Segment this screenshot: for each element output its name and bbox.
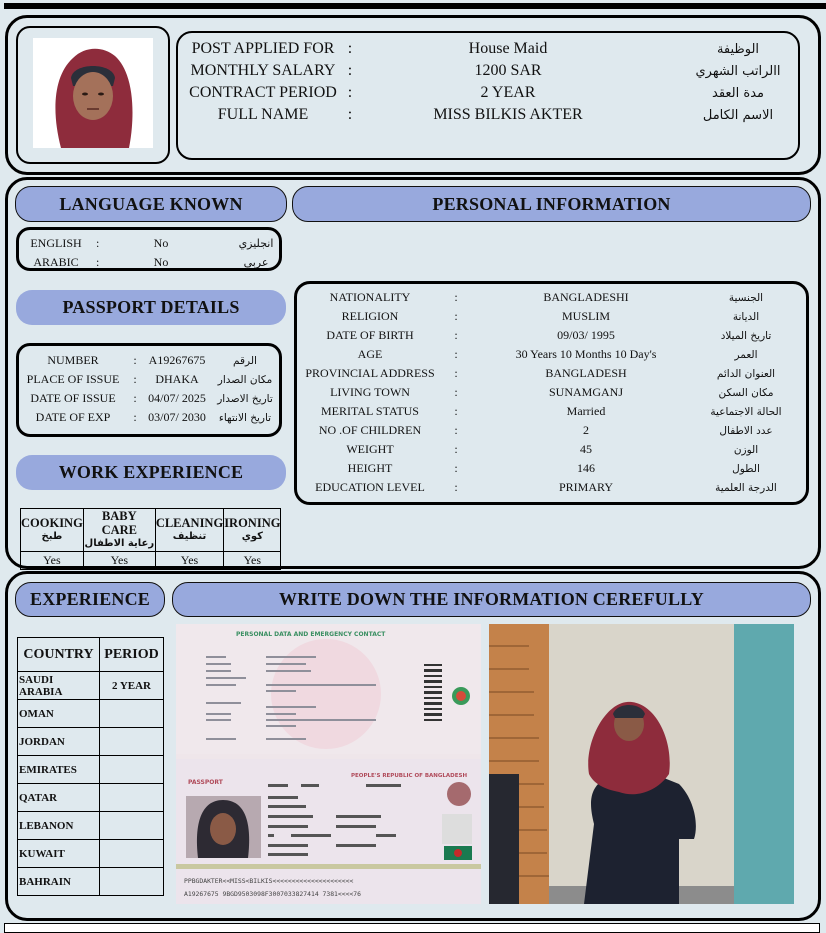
period-cell (100, 728, 164, 756)
row-label: NATIONALITY (329, 290, 411, 304)
row-label: ARABIC (33, 255, 79, 269)
skill-arabic-label: طبخ (41, 531, 63, 542)
passport-scan-mrz-line-2: A19267675 9BGD9503098F3007033827414 7381<<<<76 (184, 890, 361, 898)
row-value: A19267675 (148, 353, 206, 367)
period-cell (100, 700, 164, 728)
skill-arabic-label: تنظيف (172, 531, 207, 542)
row-arabic-label: تاريخ الميلاد (720, 329, 772, 342)
row-label: RELIGION (341, 309, 399, 323)
job-info-row (184, 104, 818, 126)
row-arabic-label: الدرجة العلمية (715, 481, 777, 494)
bottom-partial-box (4, 923, 820, 933)
work-experience-header-row (21, 509, 281, 552)
skill-label: IRONING (224, 516, 281, 530)
country-cell: OMAN (18, 700, 100, 728)
work-skill-header (21, 509, 84, 552)
row-label: EDUCATION LEVEL (315, 480, 425, 494)
personal-info-row (294, 402, 786, 421)
full-body-photo (489, 624, 794, 904)
passport-details-heading: PASSPORT DETAILS (16, 290, 286, 325)
country-cell: EMIRATES (18, 756, 100, 784)
country-experience-row (18, 784, 164, 812)
row-colon: : (454, 366, 458, 380)
country-experience-row (18, 700, 164, 728)
row-colon: : (347, 62, 353, 79)
row-colon: : (454, 385, 458, 399)
period-column-header: PERIOD (100, 638, 164, 672)
row-value: 03/07/ 2030 (148, 410, 206, 424)
skill-value: Yes (155, 552, 223, 570)
row-arabic-label: العمر (734, 348, 758, 361)
row-label: PROVINCIAL ADDRESS (305, 366, 435, 380)
country-cell: SAUDI ARABIA (18, 672, 100, 700)
row-colon: : (133, 353, 137, 367)
row-colon: : (133, 391, 137, 405)
passport-row (16, 370, 276, 389)
personal-info-row (294, 440, 786, 459)
personal-info-row (294, 326, 786, 345)
row-label: DATE OF EXP (35, 410, 111, 424)
language-row (16, 253, 296, 272)
job-info-row (184, 60, 818, 82)
personal-info-row (294, 383, 786, 402)
row-arabic-label: مدة العقد (712, 85, 764, 101)
work-skill-header (83, 509, 155, 552)
personal-info-row (294, 478, 786, 497)
row-label: LIVING TOWN (330, 385, 410, 399)
language-known-heading: LANGUAGE KNOWN (15, 186, 287, 222)
job-info-row (184, 82, 818, 104)
row-arabic-label: الديانة (732, 310, 760, 323)
row-value: SUNAMGANJ (548, 385, 623, 399)
work-experience-heading: WORK EXPERIENCE (16, 455, 286, 490)
row-value: 2 (583, 423, 589, 437)
row-arabic-label: الوظيفة (716, 41, 760, 57)
notice-heading: WRITE DOWN THE INFORMATION CEREFULLY (172, 582, 811, 617)
country-cell: JORDAN (18, 728, 100, 756)
country-experience-table (17, 637, 164, 896)
skill-label: CLEANING (155, 516, 224, 530)
passport-row (16, 389, 276, 408)
row-label: PLACE OF ISSUE (26, 372, 120, 386)
row-label: MERITAL STATUS (321, 404, 419, 418)
work-skill-header (155, 509, 223, 552)
passport-scan-top-heading: PERSONAL DATA AND EMERGENCY CONTACT (236, 631, 386, 638)
row-label: AGE (357, 347, 383, 361)
row-arabic-label: تاريخ الانتهاء (218, 411, 272, 424)
personal-information-heading: PERSONAL INFORMATION (292, 186, 811, 222)
row-arabic-label: عربي (243, 256, 269, 269)
row-value: 30 Years 10 Months 10 Day's (515, 347, 657, 361)
period-cell: 2 YEAR (100, 672, 164, 700)
row-value: 146 (577, 461, 595, 475)
row-value: PRIMARY (558, 480, 614, 494)
row-value: 2 YEAR (480, 84, 536, 101)
row-label: WEIGHT (346, 442, 394, 456)
passport-row (16, 408, 276, 427)
row-colon: : (347, 106, 353, 123)
row-value: House Maid (468, 40, 548, 57)
period-cell (100, 784, 164, 812)
country-experience-row (18, 756, 164, 784)
country-experience-row (18, 812, 164, 840)
row-value: 45 (580, 442, 592, 456)
row-label: HEIGHT (347, 461, 393, 475)
passport-row (16, 351, 276, 370)
row-arabic-label: االراتب الشهري (695, 63, 781, 79)
country-cell: QATAR (18, 784, 100, 812)
row-value: Married (566, 404, 606, 418)
passport-scan-mrz-line-1: PPBGDAKTER<<MISS<BILKIS<<<<<<<<<<<<<<<<<<<<< (184, 877, 354, 885)
row-arabic-label: مكان السكن (718, 386, 774, 399)
row-value: 09/03/ 1995 (557, 328, 615, 342)
profile-photo (33, 38, 153, 148)
row-label: NUMBER (47, 353, 99, 367)
row-value: 04/07/ 2025 (148, 391, 206, 405)
row-colon: : (454, 309, 458, 323)
row-colon: : (454, 290, 458, 304)
personal-info-row (294, 288, 786, 307)
personal-info-row (294, 345, 786, 364)
row-colon: : (96, 255, 100, 269)
top-rule (4, 3, 826, 9)
row-arabic-label: الجنسية (728, 291, 764, 304)
skill-value: Yes (83, 552, 155, 570)
skill-label: COOKING (21, 516, 83, 530)
row-value: MUSLIM (561, 309, 610, 323)
row-colon: : (454, 404, 458, 418)
passport-scan-country-heading: PEOPLE'S REPUBLIC OF BANGLADESH (351, 773, 468, 779)
row-colon: : (454, 328, 458, 342)
personal-info-row (294, 459, 786, 478)
language-row (16, 234, 296, 253)
personal-info-row (294, 307, 786, 326)
row-arabic-label: الحالة الاجتماعية (710, 405, 782, 418)
country-column-header: COUNTRY (18, 638, 100, 672)
row-colon: : (347, 84, 353, 101)
period-cell (100, 868, 164, 896)
period-cell (100, 756, 164, 784)
skill-arabic-label: رعاية الاطفال (84, 538, 155, 549)
skill-value: Yes (224, 552, 281, 570)
row-label: DATE OF BIRTH (326, 328, 414, 342)
row-colon: : (454, 480, 458, 494)
row-value: No (153, 255, 169, 269)
work-skill-header (224, 509, 281, 552)
row-arabic-label: مكان الصدار (217, 373, 273, 386)
row-colon: : (133, 410, 137, 424)
passport-scan-image (176, 624, 481, 904)
row-label: FULL NAME (217, 106, 309, 123)
row-value: MISS BILKIS AKTER (433, 106, 583, 123)
country-experience-row (18, 672, 164, 700)
row-arabic-label: الاسم الكامل (702, 107, 774, 123)
skill-arabic-label: كوي (241, 531, 263, 542)
skill-value: Yes (21, 552, 84, 570)
row-label: POST APPLIED FOR (191, 40, 335, 57)
period-cell (100, 840, 164, 868)
row-arabic-label: الرقم (233, 354, 257, 367)
row-colon: : (454, 461, 458, 475)
row-colon: : (454, 423, 458, 437)
experience-heading: EXPERIENCE (15, 582, 165, 617)
row-colon: : (347, 40, 353, 57)
personal-info-row (294, 421, 786, 440)
row-value: BANGLADESHI (543, 290, 629, 304)
job-info-row (184, 38, 818, 60)
row-arabic-label: انجليزي (238, 237, 274, 250)
country-experience-header-row (18, 638, 164, 672)
country-cell: LEBANON (18, 812, 100, 840)
country-experience-row (18, 868, 164, 896)
row-colon: : (133, 372, 137, 386)
row-arabic-label: العنوان الدائم (716, 367, 776, 380)
row-colon: : (454, 442, 458, 456)
row-value: DHAKA (155, 372, 199, 386)
row-colon: : (96, 236, 100, 250)
row-value: 1200 SAR (474, 62, 542, 79)
country-experience-row (18, 840, 164, 868)
row-label: ENGLISH (30, 236, 82, 250)
personal-info-row (294, 364, 786, 383)
row-value: No (153, 236, 169, 250)
country-cell: BAHRAIN (18, 868, 100, 896)
row-label: DATE OF ISSUE (30, 391, 116, 405)
row-arabic-label: الطول (732, 462, 760, 475)
row-arabic-label: عدد الاطفال (719, 424, 773, 437)
row-arabic-label: تاريخ الاصدار (217, 392, 273, 405)
row-value: BANGLADESH (545, 366, 627, 380)
country-experience-row (18, 728, 164, 756)
country-cell: KUWAIT (18, 840, 100, 868)
row-label: CONTRACT PERIOD (189, 84, 337, 101)
work-experience-value-row (21, 552, 281, 570)
row-arabic-label: الوزن (733, 443, 759, 456)
skill-label: BABY CARE (101, 509, 138, 537)
work-experience-table (20, 508, 281, 570)
passport-scan-passport-word: PASSPORT (188, 779, 223, 786)
row-label: MONTHLY SALARY (190, 62, 336, 79)
period-cell (100, 812, 164, 840)
row-colon: : (454, 347, 458, 361)
row-label: NO .OF CHILDREN (318, 423, 422, 437)
